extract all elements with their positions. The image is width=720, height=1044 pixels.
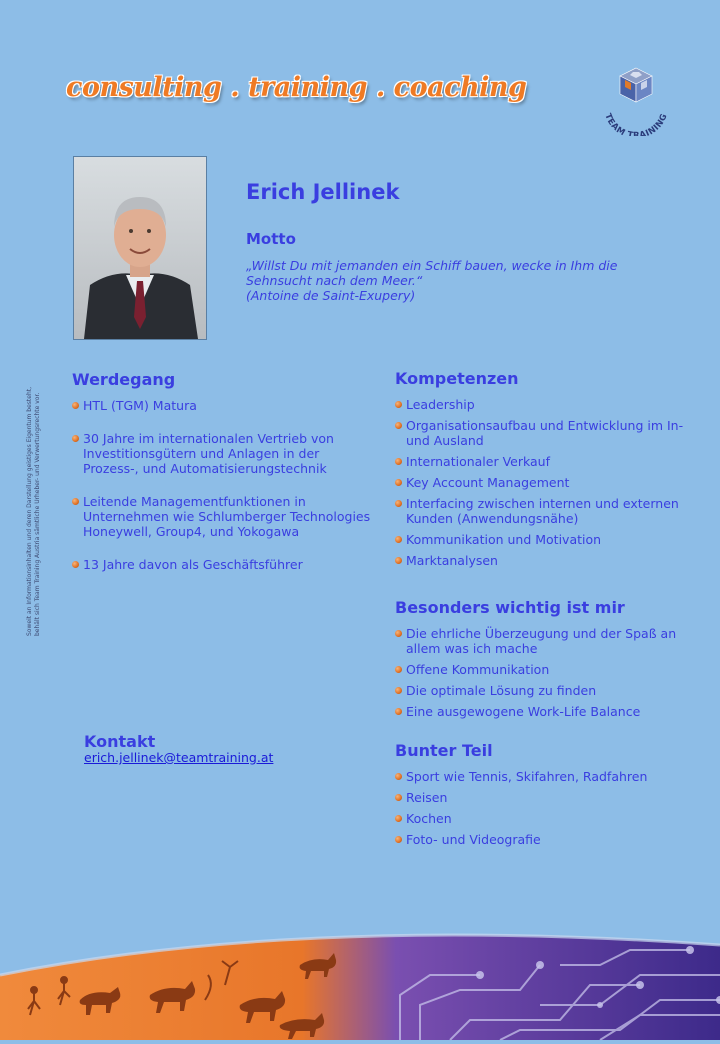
bullet-icon (395, 708, 402, 715)
motto-quote-line1: „Willst Du mit jemanden ein Schiff bauen, wecke in Ihm die (246, 258, 618, 273)
bunter-list (395, 769, 685, 847)
list-item: 13 Jahre davon als Geschäftsführer (72, 557, 372, 572)
bullet-icon (395, 458, 402, 465)
bullet-icon (395, 666, 402, 673)
slogan: consulting . training . coaching (66, 72, 527, 103)
list-item: Leitende Managementfunktionen in Unternehmen wie Schlumberger Technologies Honeywell, Group4, und Yokogawa (72, 494, 372, 539)
kompetenzen-heading: Kompetenzen (395, 369, 519, 388)
motto-heading: Motto (246, 230, 296, 248)
list-item: Die ehrliche Überzeugung und der Spaß an allem was ich mache (395, 626, 685, 656)
bullet-icon (395, 836, 402, 843)
list-item: Kommunikation und Motivation (395, 532, 685, 547)
list-item: Die optimale Lösung zu finden (395, 683, 685, 698)
bullet-icon (395, 536, 402, 543)
bullet-icon (72, 561, 79, 568)
list-item: Kochen (395, 811, 685, 826)
cube-logo-icon (596, 62, 676, 136)
kontakt-heading: Kontakt (84, 732, 156, 751)
list-item: 30 Jahre im internationalen Vertrieb von Investitionsgütern und Anlagen in der Prozess-, und Automatisierungstechnik (72, 431, 372, 476)
email-link[interactable]: erich.jellinek@teamtraining.at (84, 750, 274, 765)
profile-photo (73, 156, 207, 340)
bullet-icon (72, 402, 79, 409)
bullet-icon (395, 630, 402, 637)
person-name: Erich Jellinek (246, 180, 400, 204)
bullet-icon (395, 687, 402, 694)
list-item: Interfacing zwischen internen und externen Kunden (Anwendungsnähe) (395, 496, 685, 526)
kompetenzen-list (395, 397, 685, 568)
list-item: Internationaler Verkauf (395, 454, 685, 469)
bullet-icon (395, 815, 402, 822)
motto-author: (Antoine de Saint-Exupery) (246, 288, 416, 303)
bullet-icon (395, 794, 402, 801)
bullet-icon (395, 557, 402, 564)
list-item: Reisen (395, 790, 685, 805)
list-item: Offene Kommunikation (395, 662, 685, 677)
list-item: Marktanalysen (395, 553, 685, 568)
team-training-logo (596, 62, 676, 136)
bullet-icon (395, 479, 402, 486)
svg-text:TEAM TRAINING: TEAM TRAINING (602, 112, 670, 136)
werdegang-list (72, 398, 372, 572)
list-item: Foto- und Videografie (395, 832, 685, 847)
werdegang-heading: Werdegang (72, 370, 176, 389)
list-item: Key Account Management (395, 475, 685, 490)
list-item: Eine ausgewogene Work-Life Balance (395, 704, 685, 719)
bullet-icon (395, 500, 402, 507)
bunter-heading: Bunter Teil (395, 741, 493, 760)
wichtig-heading: Besonders wichtig ist mir (395, 598, 625, 617)
decorative-footer-banner (0, 905, 720, 1040)
list-item: Leadership (395, 397, 685, 412)
motto-quote (246, 258, 666, 303)
list-item: Organisationsaufbau und Entwicklung im In- und Ausland (395, 418, 685, 448)
copyright-disclaimer: Soweit an Informationsinhalten und deren Darstellung geistiges Eigentum besteht, behält sich Team Training Austria sämtliche Urheber- und Verwertungsrechte vor. (26, 386, 41, 636)
list-item: Sport wie Tennis, Skifahren, Radfahren (395, 769, 685, 784)
wichtig-list (395, 626, 685, 719)
bullet-icon (72, 498, 79, 505)
bullet-icon (395, 422, 402, 429)
motto-quote-line2: Sehnsucht nach dem Meer.“ (246, 273, 423, 288)
list-item: HTL (TGM) Matura (72, 398, 372, 413)
bullet-icon (395, 401, 402, 408)
bullet-icon (72, 435, 79, 442)
bullet-icon (395, 773, 402, 780)
